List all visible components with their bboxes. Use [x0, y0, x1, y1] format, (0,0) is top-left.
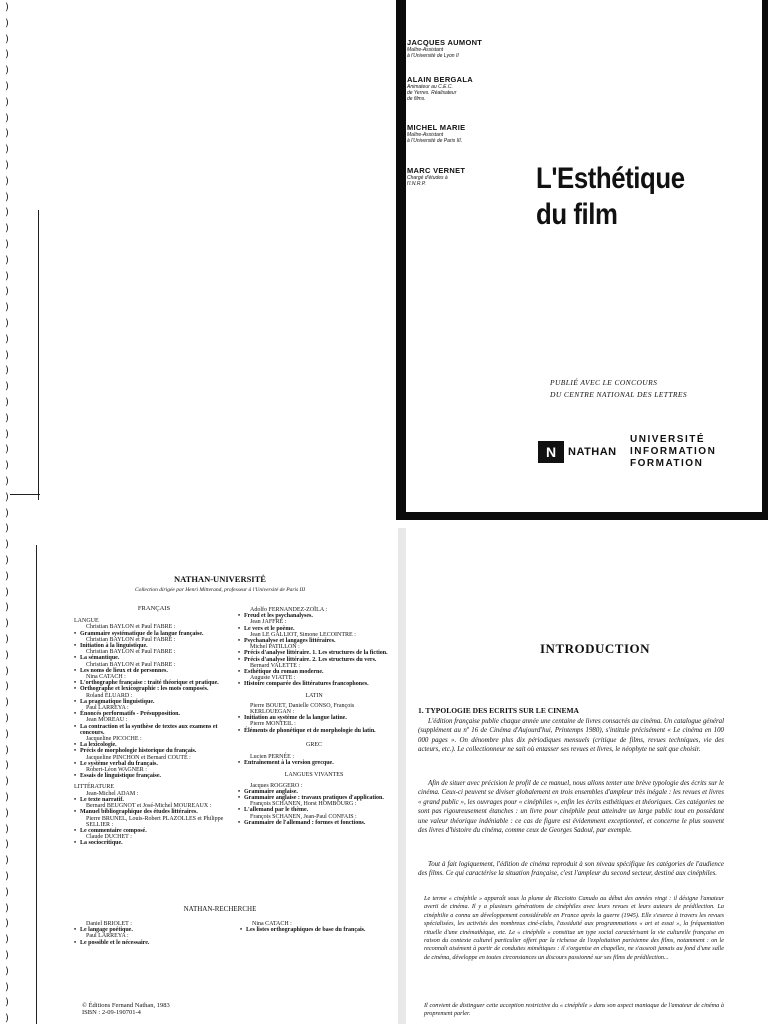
catalog-book-title: • Orthographe et lexicographie : les mots composés.: [74, 686, 234, 692]
paragraph-3: Tout à fait logiquement, l'édition de cinéma reproduit à son niveau spécifique les catégories de l'audience des films. Ce qui caractérise la situation française, c'est l'ampleur du second secteur, destiné aux cinéphiles.: [418, 861, 724, 878]
scan-mark: ): [5, 349, 9, 361]
paragraph-1: L'édition française publie chaque année une centaine de livres consacrés au cinéma. Un catalogue général (supplément au nº 16 de Cinéma d'Aujourd'hui, Printemps 1980), s'intitule précisément « Le cinéma en 100 000 pages ». On dénombre plus dix périodiques mensuels (critique de films, revues techniques, vie des acteurs, etc.). Le collectionneur ne sait où entasser ses revues et livres, le néophyte ne sait que choisir.: [418, 718, 724, 754]
scan-mark: ): [5, 902, 9, 914]
recherche-list-2: [240, 921, 390, 933]
catalog-book-title: • La lexicologie.: [74, 742, 234, 748]
scan-mark: ): [5, 950, 9, 961]
scan-mark: ): [5, 444, 9, 456]
scan-mark: ): [5, 333, 9, 345]
author-name: MICHEL MARIE: [407, 123, 466, 132]
section-litterature: LITTÉRATURE: [74, 784, 114, 791]
catalog-book-title: • Entraînement à la version grecque.: [238, 760, 390, 766]
scan-mark: ): [5, 1013, 9, 1024]
scan-mark: ): [5, 871, 9, 882]
catalog-author: Bernard VALETTE :: [250, 662, 301, 669]
scan-mark: ): [5, 807, 9, 819]
scan-mark: ): [5, 855, 9, 867]
latin-list: [238, 703, 390, 734]
catalog-book-title: • Le système verbal du français.: [74, 761, 234, 767]
recherche-title: NATHAN-RECHERCHE: [183, 905, 257, 913]
scan-mark: ): [5, 665, 9, 677]
scan-mark: ): [5, 491, 9, 503]
scan-mark: ): [5, 144, 9, 156]
catalog-author: Pierre BOUET, Danielle CONSO, François KERLOUEGAN :: [250, 702, 355, 716]
catalog-book-title: • Initiation au système de la langue latine.: [238, 715, 390, 721]
catalog-author: François SCHANEN, Horst HOMBOURG :: [250, 801, 357, 808]
catalog-book-title: • Grammaire systématique de la langue française.: [74, 631, 234, 637]
book-title-line2: du film: [536, 198, 618, 231]
catalog-book-title: • Énoncés performatifs - Présupposition.: [74, 711, 234, 717]
catalog-author: Roland ÉLUARD :: [86, 692, 133, 699]
author-role: à l'Université de Paris III.: [407, 138, 463, 144]
scan-mark: ): [5, 823, 9, 835]
litterature-list-2: [238, 607, 390, 688]
catalog-book-title: • Initiation à la linguistique.: [74, 643, 234, 649]
author-role: de films.: [407, 96, 426, 102]
author-4: [407, 166, 465, 187]
scan-mark: ): [5, 381, 9, 393]
langues-list: [238, 783, 390, 826]
scan-mark: ): [5, 33, 9, 45]
catalog-author: Pierre MONTEIL :: [250, 721, 296, 728]
scan-mark: ): [5, 728, 9, 740]
catalog-author: Robert-Léon WAGNER :: [86, 767, 147, 774]
section-langues-vivantes: LANGUES VIVANTES: [284, 772, 344, 779]
scan-mark: ): [5, 428, 9, 440]
catalog-book-title: • Le possible et le nécessaire.: [74, 940, 234, 946]
catalog-book-title: • L'allemand par le thème.: [238, 807, 390, 813]
scan-mark: ): [5, 523, 9, 535]
catalog-book-title: • Les listes orthographiques de base du français.: [240, 927, 390, 933]
catalog-author: Adolfo FERNANDEZ-ZOÏLA :: [250, 607, 327, 613]
collection-line-3: FORMATION: [630, 458, 704, 469]
collection-line-2: INFORMATION: [630, 446, 717, 457]
author-role: de Yerres. Réalisateur: [407, 90, 457, 96]
section-heading: 1. TYPOLOGIE DES ECRITS SUR LE CINEMA: [418, 706, 579, 715]
scan-mark: ): [5, 760, 9, 772]
catalog-author: Christian BAYLON et Paul FABRE :: [86, 624, 176, 631]
scan-mark: ): [5, 128, 9, 140]
scan-mark: ): [5, 65, 9, 77]
scan-mark: ): [5, 365, 9, 377]
catalog-author: Bernard BEUGNOT et José-Michel MOUREAUX :: [86, 803, 212, 810]
scan-mark: ): [5, 602, 9, 614]
catalog-book-title: • Le vers et le poème.: [238, 626, 390, 632]
scan-mark: ): [5, 886, 9, 898]
catalog-book-title: • Éléments de phonétique et de morphologie du latin.: [238, 728, 390, 734]
author-name: JACQUES AUMONT: [407, 38, 483, 47]
catalog-author: Paul LARREYA :: [86, 933, 129, 940]
catalog-author: Jacqueline PICOCHE :: [86, 736, 142, 743]
note-2: Il convient de distinguer cette acception restrictive du « cinéphile » dans son aspect maniaque de l'amateur de cinéma à proprement parler.: [424, 1002, 724, 1018]
catalog-author: Daniel BRIOLET :: [86, 921, 132, 927]
catalog-author: Christian BAYLON et Paul FABRE :: [86, 649, 176, 656]
published-note-2: DU CENTRE NATIONAL DES LETTRES: [550, 390, 688, 399]
catalog-subtitle: Collection dirigée par Henri Mitterand, professeur à l'Université de Paris III: [134, 587, 306, 593]
scan-mark: ): [5, 254, 9, 266]
catalog-book-title: • L'orthographe française : traité théorique et pratique.: [74, 680, 234, 686]
catalog-book-title: • Précis d'analyse littéraire. 1. Les structures de la fiction.: [238, 650, 390, 656]
scan-mark: ): [5, 744, 9, 756]
section-grec: GREC: [305, 741, 322, 748]
catalog-book-title: • Grammaire anglaise : travaux pratiques d'application.: [238, 795, 390, 801]
section-francais: FRANÇAIS: [137, 605, 171, 612]
scan-mark: ): [5, 207, 9, 219]
catalog-book-title: • Esthétique du roman moderne.: [238, 669, 390, 675]
catalog-author: Jean JAFFRÉ :: [250, 619, 287, 626]
grec-list: [238, 754, 390, 766]
litterature-list: [74, 791, 234, 847]
scan-mark: ): [5, 412, 9, 424]
catalog-book-title: • Précis d'analyse littéraire. 2. Les structures du vers.: [238, 657, 390, 663]
catalog-book-title: • Précis de morphologie historique du français.: [74, 748, 234, 754]
scan-mark: ): [5, 507, 9, 519]
catalog-book-title: • Manuel bibliographique des études littéraires.: [74, 809, 234, 815]
catalog-book-title: • Le texte narratif.: [74, 797, 234, 803]
note-1: Le terme « cinéphile » apparaît sous la plume de Ricciotto Canudo au début des années vingt : il désigne l'amateur averti de cinéma. Il y a plusieurs générations de cinéphiles avec leurs revues et leurs auteurs de prédilection. La cinéphilie a connu un développement considérable en France après la guerre (1945). Elle s'exerce à travers les revues spécialisées, les activités des nombreux ciné-clubs, l'assiduité aux programmations « art et essai », la fréquentation rituelle d'une cinémathèque, etc. Le « cinéphile » constitue un type social caractérisant la vie culturelle française en raison du contexte culturel particulier offert par la richesse de l'exploitation parisienne des films, notamment : on le reconnaît aisément à partir de conduites mimétiques : il s'organise en chapelles, ne s'asseoit jamais au fond d'une salle de cinéma, développe en toutes circonstances un discours passionné sur ses films de prédilection...: [424, 895, 724, 961]
catalog-title: NATHAN-UNIVERSITÉ: [174, 574, 266, 584]
scan-mark: ): [5, 555, 9, 566]
author-1: [407, 38, 482, 59]
nathan-logo-icon: N: [538, 441, 564, 463]
scan-mark: ): [5, 539, 9, 551]
scan-mark: ): [5, 302, 9, 314]
catalog-book-title: • Histoire comparée des littératures francophones.: [238, 681, 390, 687]
catalog-author: François SCHANEN, Jean-Paul CONFAIS :: [250, 813, 357, 820]
scan-mark: ): [5, 96, 9, 108]
scan-mark: ): [5, 191, 9, 203]
catalog-author: Jacqueline PINCHON et Bernard COUTÉ :: [86, 754, 191, 761]
scan-mark: ): [5, 17, 9, 29]
scan-mark: ): [5, 239, 9, 250]
catalog-book-title: • Grammaire de l'allemand : formes et fonctions.: [238, 820, 390, 826]
scan-mark: ): [5, 2, 9, 13]
collection-line-1: UNIVERSITÉ: [630, 434, 706, 445]
scan-mark: ): [5, 223, 9, 235]
author-name: ALAIN BERGALA: [407, 75, 473, 84]
catalog-author: Jean-Michel ADAM :: [86, 790, 139, 797]
section-latin: LATIN: [305, 692, 323, 699]
scan-mark: ): [5, 776, 9, 788]
introduction-heading: INTRODUCTION: [540, 641, 651, 656]
scan-mark: ): [5, 460, 9, 472]
catalog-author: Nina CATACH :: [86, 674, 126, 681]
scan-mark: ): [5, 713, 9, 724]
catalog-author: Christian BAYLON et Paul FABRE :: [86, 636, 176, 643]
catalog-author: Auguste VIATTE :: [250, 675, 296, 682]
scan-mark: ): [5, 318, 9, 329]
catalog-author: Jean MOREAU :: [86, 717, 128, 724]
langue-list: [74, 624, 234, 779]
catalog-author: Jacques ROGGERO :: [250, 782, 303, 789]
scan-mark: ): [5, 634, 9, 645]
catalog-author: Michel PATILLON :: [250, 644, 300, 651]
scan-mark: ): [5, 681, 9, 693]
catalog-col-1: [74, 606, 234, 847]
catalog-book-title: • La sémantique.: [74, 655, 234, 661]
catalog-author: Pierre BRUNEL, Louis-Robert PLAZOLLES et Philippe SELLIER :: [86, 815, 224, 828]
author-role: Chargé d'études à: [407, 175, 448, 181]
scan-mark: ): [5, 792, 9, 803]
scan-mark: ): [5, 160, 9, 171]
catalog-book-title: • Les noms de lieux et de personnes.: [74, 668, 234, 674]
author-role: Animateur au C.E.C.: [407, 84, 453, 90]
scan-marks: [0, 0, 14, 1024]
page-gutter-top: [396, 0, 406, 516]
catalog-book-title: • Psychanalyse et langages littéraires.: [238, 638, 390, 644]
author-role: Maître-Assistant: [407, 47, 444, 53]
scan-mark: ): [5, 286, 9, 298]
catalog-author: Lucien PERNÉE :: [250, 754, 294, 761]
binding-line-top: [38, 210, 39, 500]
catalog-col-2: [238, 607, 390, 826]
author-name: MARC VERNET: [407, 166, 466, 175]
catalog-book-title: • La pragmatique linguistique.: [74, 699, 234, 705]
recherche-list-1: [74, 921, 234, 946]
scan-mark: ): [5, 112, 9, 124]
catalog-book-title: • Grammaire anglaise.: [238, 789, 390, 795]
author-role: Maître-Assistant: [407, 132, 444, 138]
scan-mark: ): [5, 839, 9, 851]
scan-mark: ): [5, 270, 9, 282]
scan-mark: ): [5, 49, 9, 61]
author-role: l'I.N.R.P.: [407, 181, 426, 187]
catalog-author: Jean LE GALLIOT, Simone LECOINTRE :: [250, 631, 356, 638]
author-3: [407, 123, 465, 144]
copyright: © Éditions Fernand Nathan, 1983: [82, 1002, 170, 1009]
catalog-page: [60, 574, 380, 593]
author-role: à l'Université de Lyon II: [407, 53, 459, 59]
catalog-book-title: • La sociocritique.: [74, 840, 234, 846]
section-langue: LANGUE: [74, 618, 99, 625]
catalog-book-title: • Le commentaire composé.: [74, 828, 234, 834]
page-edge-right: [762, 0, 768, 516]
catalog-author: Nina CATACH :: [252, 921, 292, 927]
scan-mark: ): [5, 175, 9, 187]
catalog-book-title: • Freud et les psychanalyses.: [238, 613, 390, 619]
scan-mark: ): [5, 476, 9, 487]
scan-mark: ): [5, 934, 9, 946]
scan-mark: ): [5, 570, 9, 582]
scan-mark: ): [5, 918, 9, 930]
catalog-book-title: • Le langage poétique.: [74, 927, 234, 933]
scan-mark: ): [5, 397, 9, 408]
page-edge-bottom: [396, 512, 768, 520]
scan-mark: ): [5, 965, 9, 977]
publisher-name: NATHAN: [568, 446, 617, 458]
page-gutter-bottom: [398, 528, 406, 1024]
paragraph-2: Afin de situer avec précision le profil de ce manuel, nous allons tenter une brève typologie des écrits sur le cinéma. Ceux-ci peuvent se diviser globalement en trois ensembles d'ampleur très inégale : les revues et livres « grand public », les ouvrages pour « cinéphiles », enfin les écrits esthétiques et théoriques. Ces catégories ne sont pas rigoureusement étanches : un livre pour cinéphile peut atteindre un large public tout en possédant une valeur théorique indéniable : ce cas de figure est évidemment exceptionnel, et concerne le plus souvent des livres d'histoire du cinéma, comme ceux de Georges Sadoul, par exemple.: [418, 780, 724, 835]
isbn: ISBN : 2-09-190701-4: [82, 1009, 141, 1016]
catalog-author: Christian BAYLON et Paul FABRE :: [86, 661, 176, 668]
catalog-author: Paul LARREYA :: [86, 705, 129, 712]
scan-mark: ): [5, 981, 9, 993]
scan-mark: ): [5, 997, 9, 1009]
catalog-author: Claude DUCHET :: [86, 834, 132, 841]
author-2: [407, 75, 473, 102]
catalog-book-title: • La contraction et la synthèse de textes aux examens et concours.: [74, 724, 234, 736]
book-title-line1: L'Esthétique: [536, 162, 685, 195]
scan-mark: ): [5, 586, 9, 598]
scan-mark: ): [5, 81, 9, 92]
published-note-1: PUBLIÉ AVEC LE CONCOURS: [550, 378, 658, 387]
scan-mark: ): [5, 697, 9, 709]
scan-mark: ): [5, 618, 9, 630]
binding-line-foot: [10, 494, 40, 495]
binding-line-bottom: [36, 545, 37, 1024]
catalog-book-title: • Essais de linguistique française.: [74, 773, 234, 779]
scan-mark: ): [5, 649, 9, 661]
